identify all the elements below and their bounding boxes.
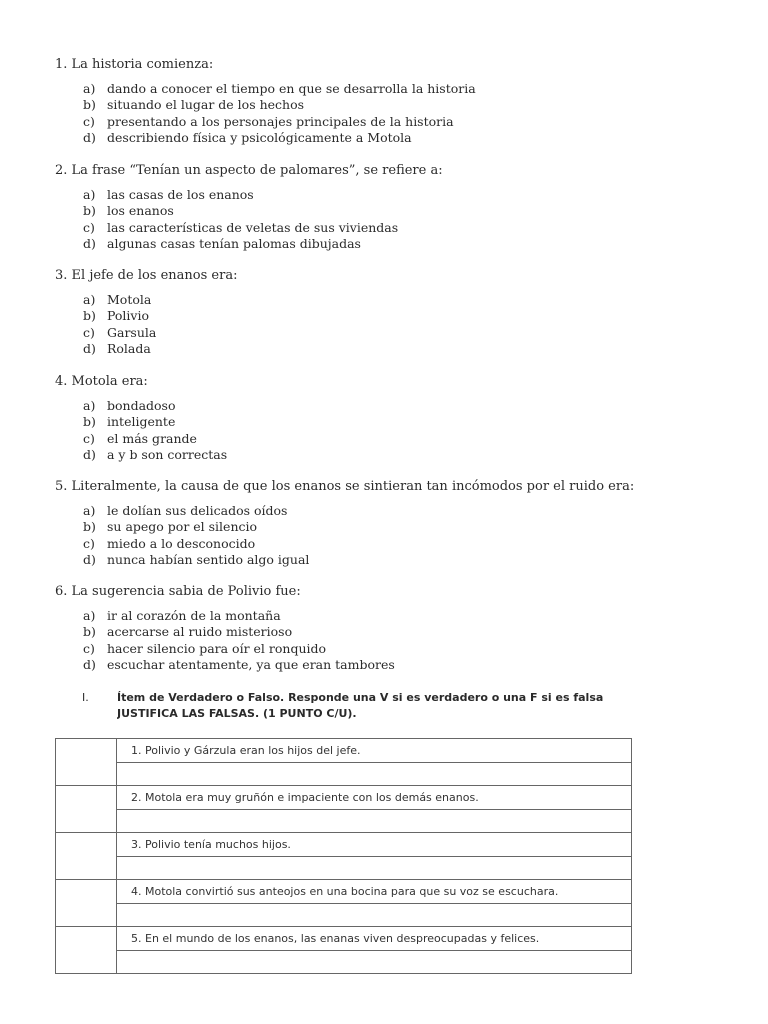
option-c: c) miedo a lo desconocido — [83, 535, 256, 551]
option-d: d) algunas casas tenían palomas dibujadas — [83, 235, 361, 251]
options-list — [83, 398, 745, 463]
statement-cell: 4. Motola convirtió sus anteojos en una bocina para que su voz se escuchara. — [117, 880, 632, 904]
option-b: b) inteligente — [83, 414, 176, 430]
question-text: 6. La sugerencia sabia de Polivio fue: — [55, 584, 301, 599]
option-d: d) escuchar atentamente, ya que eran tambores — [83, 656, 395, 672]
question-text: 2. La frase “Tenían un aspecto de palomares”, se refiere a: — [55, 163, 443, 178]
statement-cell: 1. Polivio y Gárzula eran los hijos del jefe. — [117, 739, 632, 763]
options-list — [83, 608, 745, 673]
question-4 — [55, 374, 745, 463]
option-b: b) Polivio — [83, 308, 150, 324]
question-5 — [55, 479, 745, 568]
question-text: 3. El jefe de los enanos era: — [55, 268, 238, 283]
option-a: a) las casas de los enanos — [83, 187, 254, 202]
question-text: 4. Motola era: — [55, 374, 148, 389]
option-a: a) bondadoso — [83, 398, 176, 413]
table-row — [56, 880, 632, 904]
section-numeral: I. — [82, 691, 89, 704]
question-2 — [55, 163, 745, 252]
option-c: c) el más grande — [83, 430, 197, 446]
option-d: d) a y b son correctas — [83, 446, 228, 462]
question-3 — [55, 268, 745, 357]
option-b: b) acercarse al ruido misterioso — [83, 624, 293, 640]
option-a: a) dando a conocer el tiempo en que se desarrolla la historia — [83, 81, 476, 96]
justification-cell[interactable] — [117, 810, 632, 833]
options-list — [83, 292, 745, 357]
table-row — [56, 833, 632, 857]
table-row — [56, 951, 632, 974]
answer-box[interactable] — [56, 786, 117, 833]
question-text: 1. La historia comienza: — [55, 57, 214, 72]
table-row — [56, 904, 632, 927]
section-instructions — [117, 690, 677, 722]
question-1 — [55, 57, 745, 146]
question-6 — [55, 584, 745, 673]
option-b: b) los enanos — [83, 203, 174, 219]
table-row — [56, 786, 632, 810]
section-instructions-line-2: JUSTIFICA LAS FALSAS. (1 PUNTO C/U). — [117, 707, 357, 720]
option-d: d) describiendo física y psicológicamente a Motola — [83, 129, 412, 145]
option-a: a) Motola — [83, 292, 152, 307]
justification-cell[interactable] — [117, 904, 632, 927]
option-a: a) ir al corazón de la montaña — [83, 608, 281, 623]
true-false-table — [55, 738, 632, 974]
table-row — [56, 857, 632, 880]
table-row — [56, 810, 632, 833]
statement-cell: 2. Motola era muy gruñón e impaciente con los demás enanos. — [117, 786, 632, 810]
option-d: d) Rolada — [83, 340, 151, 356]
option-a: a) le dolían sus delicados oídos — [83, 503, 288, 518]
option-c: c) Garsula — [83, 324, 157, 340]
answer-box[interactable] — [56, 880, 117, 927]
question-text: 5. Literalmente, la causa de que los enanos se sintieran tan incómodos por el ruido era: — [55, 479, 635, 494]
answer-box[interactable] — [56, 739, 117, 786]
statement-cell: 5. En el mundo de los enanos, las enanas viven despreocupadas y felices. — [117, 927, 632, 951]
option-b: b) situando el lugar de los hechos — [83, 97, 305, 113]
option-c: c) hacer silencio para oír el ronquido — [83, 640, 327, 656]
answer-box[interactable] — [56, 927, 117, 974]
options-list — [83, 503, 745, 568]
table-row — [56, 739, 632, 763]
option-c: c) las características de veletas de sus viviendas — [83, 219, 399, 235]
statement-cell: 3. Polivio tenía muchos hijos. — [117, 833, 632, 857]
answer-box[interactable] — [56, 833, 117, 880]
option-d: d) nunca habían sentido algo igual — [83, 551, 310, 567]
options-list — [83, 187, 745, 252]
table-row — [56, 927, 632, 951]
section-instructions-line-1: Ítem de Verdadero o Falso. Responde una V si es verdadero o una F si es falsa — [117, 691, 604, 704]
option-c: c) presentando a los personajes principales de la historia — [83, 113, 454, 129]
option-b: b) su apego por el silencio — [83, 519, 258, 535]
justification-cell[interactable] — [117, 951, 632, 974]
table-row — [56, 763, 632, 786]
justification-cell[interactable] — [117, 857, 632, 880]
options-list — [83, 81, 745, 146]
justification-cell[interactable] — [117, 763, 632, 786]
